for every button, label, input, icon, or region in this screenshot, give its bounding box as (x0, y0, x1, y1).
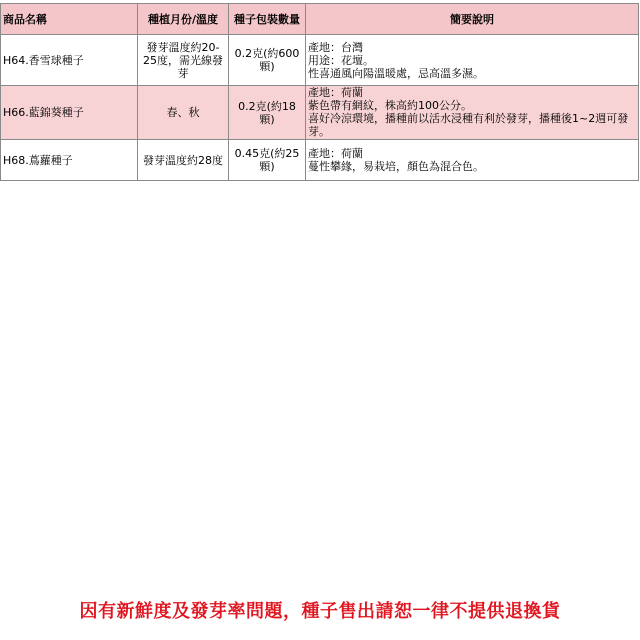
pack-quantity: 0.2克(約600顆) (229, 35, 306, 86)
pack-quantity: 0.45克(約25顆) (229, 140, 306, 181)
header-product-name: 商品名稱 (1, 4, 138, 35)
description-line: 紫色帶有網紋，株高約100公分。 (308, 99, 472, 112)
planting-month: 發芽溫度約28度 (138, 140, 229, 181)
table-row (1, 140, 639, 181)
table-header-row (1, 4, 639, 35)
seed-table (0, 3, 639, 181)
description (306, 86, 639, 140)
description-line: 喜好冷涼環境，播種前以活水浸種有利於發芽，播種後1~2週可發芽。 (308, 112, 629, 138)
planting-month: 發芽溫度約20-25度，需光線發芽 (138, 35, 229, 86)
description-line: 蔓性攀緣，易栽培，顏色為混合色。 (308, 160, 484, 173)
description (306, 140, 639, 181)
no-return-notice: 因有新鮮度及發芽率問題，種子售出請恕一律不提供退換貨 (79, 601, 561, 622)
description-line: 性喜通風向陽溫暖處，忌高溫多濕。 (308, 66, 484, 80)
product-name: H66.藍錦葵種子 (1, 86, 138, 140)
header-description: 簡要說明 (306, 4, 639, 35)
header-planting-month: 種植月份/溫度 (138, 4, 229, 35)
table-row (1, 35, 639, 86)
description-line: 用途：花壇。 (308, 53, 374, 67)
description-line: 產地：荷蘭 (308, 86, 363, 99)
description-line: 產地：荷蘭 (308, 147, 363, 160)
pack-quantity: 0.2克(約18顆) (229, 86, 306, 140)
planting-month: 春、秋 (138, 86, 229, 140)
table-row (1, 86, 639, 140)
description-line: 產地：台灣 (308, 40, 363, 54)
product-name: H68.蔦蘿種子 (1, 140, 138, 181)
header-pack-quantity: 種子包裝數量 (229, 4, 306, 35)
description (306, 35, 639, 86)
product-name: H64.香雪球種子 (1, 35, 138, 86)
